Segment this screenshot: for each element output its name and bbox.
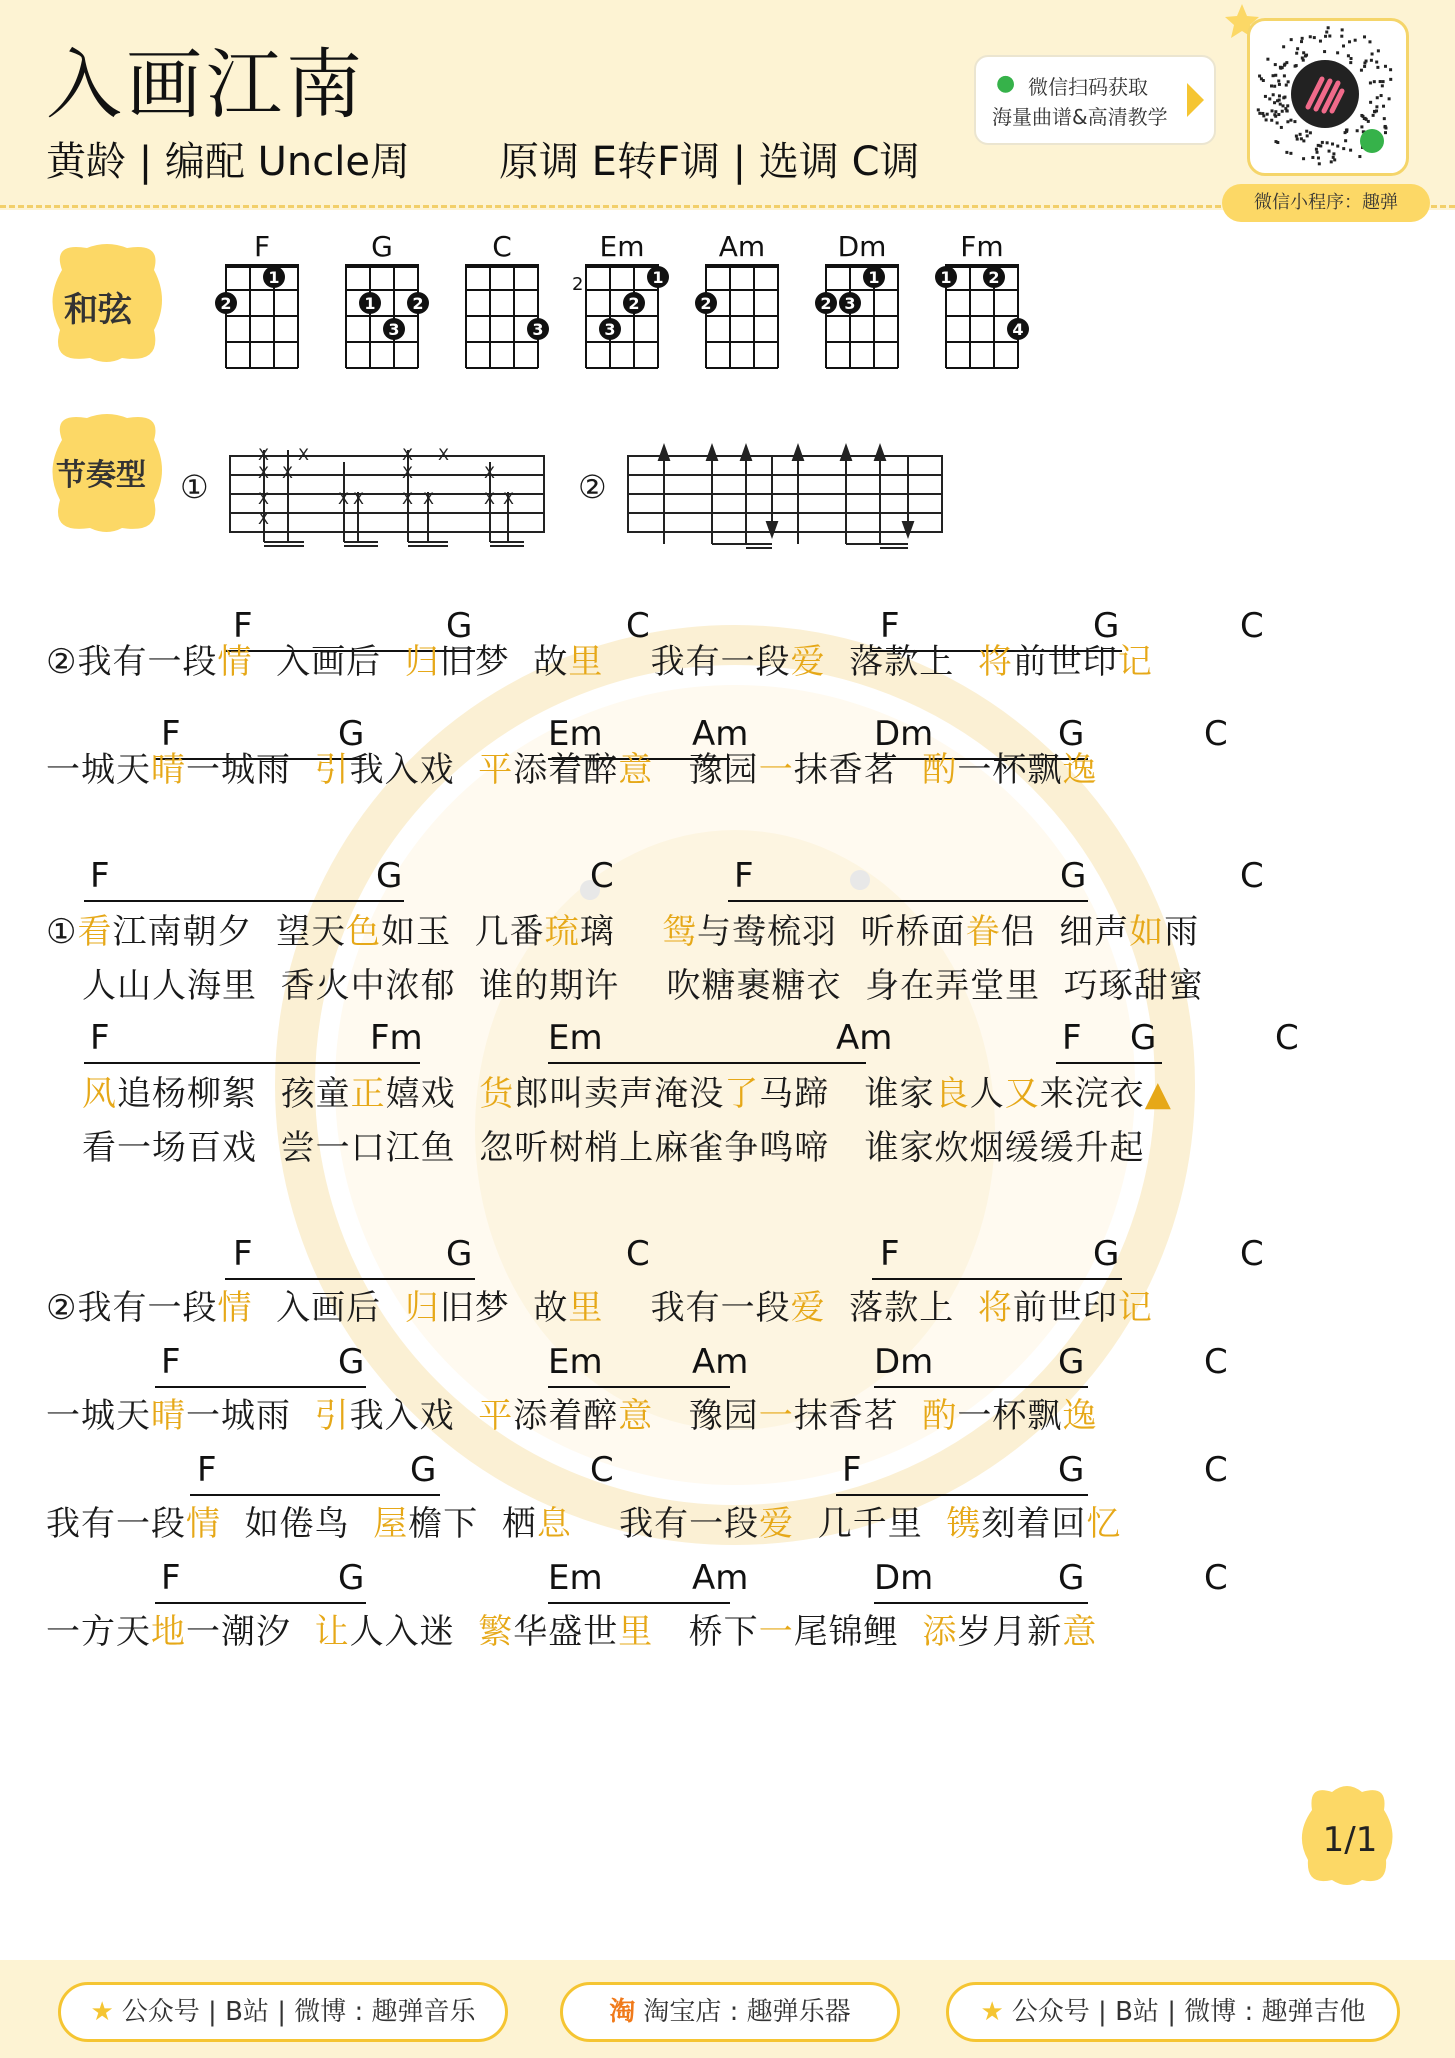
highlight-char: 息 [536,1504,572,1544]
lyric-text: 我有一段 [46,1504,186,1544]
lyric-text: 旧梦 故 [439,1288,569,1328]
lyric-text: 抹香茗 [793,750,923,790]
highlight-char: 又 [1004,1074,1040,1114]
lyric-line [46,1496,1121,1545]
svg-text:X: X [282,463,293,482]
lyric-line [46,634,1153,683]
taobao-icon: 淘 [609,1997,636,2027]
chord-name-C: C [492,230,512,263]
lyric-text: 前世印 [1012,642,1118,682]
finger-number: 2 [988,268,1000,287]
chord-label: G [1093,1234,1120,1274]
chord-label: Am [692,1342,749,1382]
lyric-text: 如倦鸟 [221,1504,374,1544]
chord-label: F [233,606,253,646]
highlight-char: 色 [346,912,382,952]
lyric-text: 旧梦 故 [439,642,569,682]
highlight-char: 记 [1117,1288,1153,1328]
rhythm-1-number: ① [180,468,210,506]
chord-label: F [842,1450,862,1490]
highlight-char: 忆 [1086,1504,1122,1544]
chord-label: C [1204,1450,1228,1490]
lyric-text: 一潮汐 [186,1612,315,1652]
highlight-char: 了 [724,1074,760,1114]
chord-label: F [197,1450,217,1490]
chord-label: G [338,714,365,754]
lyric-text: 落款上 [825,642,978,682]
lyric-text: 入画后 [252,1288,405,1328]
lyric-text: 刻着回 [981,1504,1087,1544]
finger-number: 2 [412,294,424,313]
svg-text:X: X [484,463,495,482]
chord-label: C [1240,1234,1264,1274]
finger-number: 3 [388,320,400,339]
chord-label: Em [548,1018,603,1058]
chord-label: Am [836,1018,893,1058]
chord-name-F: F [253,230,271,263]
chord-underline [1056,1062,1162,1064]
highlight-char: 风 [82,1074,117,1114]
highlight-char: ▲ [1144,1074,1172,1114]
chord-label: F [233,1234,253,1274]
highlight-char: 让 [314,1612,350,1652]
finger-number: 3 [844,294,856,313]
highlight-char: 平 [478,1396,514,1436]
lyric-text: 来浣衣 [1039,1074,1145,1114]
svg-text:X: X [484,489,495,508]
svg-text:X: X [503,489,514,508]
chord-diagram-Em [566,258,678,382]
chord-label: C [626,1234,650,1274]
lyric-text: 落款上 [825,1288,978,1328]
lyric-line [46,1388,1097,1437]
chord-label: F [90,856,110,896]
lyric-text: 添着醉 [513,1396,619,1436]
highlight-char: 意 [618,750,654,790]
lyric-line [82,958,1204,1007]
chord-diagram-Fm [926,258,1038,382]
chord-label: G [1058,714,1085,754]
chord-name-Dm: Dm [837,230,887,263]
lyric-text: 我有一段 [571,1504,760,1544]
chord-label: C [1240,856,1264,896]
mini-program-label: 微信小程序：趣弹 [1222,184,1430,222]
chord-diagram-Dm [806,258,918,382]
highlight-char: 逸 [1062,1396,1098,1436]
lyric-text: 追杨柳絮 孩童 [117,1074,351,1114]
lyric-line [82,1066,1172,1115]
chord-label: G [1093,606,1120,646]
highlight-char: 将 [977,1288,1013,1328]
highlight-char: 情 [217,1288,253,1328]
lyric-text: 尾锦鲤 [793,1612,923,1652]
lyric-text: 与鸯梳羽 听桥面 [696,912,966,952]
chord-label: C [1275,1018,1299,1058]
finger-number: 3 [532,320,544,339]
chord-label: G [338,1342,365,1382]
footer-middle-text: 淘宝店 : 趣弹乐器 [643,1997,851,2027]
chord-label: C [1204,714,1228,754]
highlight-char: 货 [479,1074,515,1114]
lyric-line [46,1604,1097,1653]
chord-name-Em: Em [599,230,645,263]
lyric-text: ②我有一段 [46,1288,218,1328]
rhythm-pattern-2 [626,442,946,552]
svg-text:X: X [258,509,269,528]
chord-label: C [590,1450,614,1490]
chord-label: C [1240,606,1264,646]
highlight-char: 繁 [478,1612,514,1652]
chord-label: C [1204,1342,1228,1382]
chord-underline [548,1062,866,1064]
chord-name-Fm: Fm [960,230,1004,263]
highlight-char: 酌 [922,1396,958,1436]
lyric-text: 侣 细声 [1000,912,1130,952]
page-number: 1/1 [1322,1820,1378,1860]
arrow-right-icon [1187,83,1204,117]
highlight-char: 如 [1129,912,1165,952]
chord-label: F [161,714,181,754]
lyric-text: 如玉 几番 [381,912,545,952]
chord-label: G [1130,1018,1157,1058]
lyric-text: 我有一段 [603,1288,791,1328]
rhythm-pattern-1 [228,442,548,552]
highlight-char: 镌 [946,1504,982,1544]
lyric-text: 一方天 [46,1612,151,1652]
svg-text:X: X [338,489,349,508]
lyric-text: 一城雨 [186,1396,315,1436]
highlight-char: 记 [1117,642,1153,682]
highlight-char: 意 [618,1396,654,1436]
chord-label: Em [548,1558,603,1598]
svg-text:X: X [423,489,434,508]
svg-text:X: X [438,445,449,464]
chord-label: Am [692,1558,749,1598]
highlight-char: 鸳 [661,912,697,952]
promo-card[interactable] [974,55,1216,145]
chord-label: F [880,1234,900,1274]
qr-code-graphic [1250,21,1400,167]
fret-label: 2 [572,274,584,295]
chord-label: C [590,856,614,896]
chord-label: Dm [874,1342,934,1382]
chord-label: F [161,1342,181,1382]
chord-label: C [1204,1558,1228,1598]
svg-text:X: X [258,463,269,482]
chord-label: G [1058,1558,1085,1598]
highlight-char: 眷 [965,912,1001,952]
chord-label: F [161,1558,181,1598]
lyric-line [82,1120,1145,1169]
lyric-text: 添着醉 [513,750,619,790]
finger-number: 1 [652,268,664,287]
highlight-char: 爱 [759,1504,795,1544]
svg-text:X: X [353,489,364,508]
highlight-char: 意 [1062,1612,1098,1652]
finger-number: 2 [220,294,232,313]
lyric-text: 人 [969,1074,1005,1114]
highlight-char: 看 [77,912,113,952]
highlight-char: 里 [618,1612,654,1652]
finger-number: 1 [364,294,376,313]
lyric-text: 一城天 [46,1396,151,1436]
chord-label: F [1062,1018,1082,1058]
lyric-text: 前世印 [1012,1288,1118,1328]
footer-taobao-store[interactable] [560,1982,900,2042]
chords-section-label: 和弦 [64,290,132,330]
highlight-char: 酌 [922,750,958,790]
svg-text:X: X [298,445,309,464]
chord-label: F [734,856,754,896]
lyric-line [46,904,1199,953]
lyric-text: 檐下 栖 [408,1504,537,1544]
chord-diagram-Am [686,258,798,382]
chord-label: Em [548,714,603,754]
chord-label: G [410,1450,437,1490]
chord-label: F [90,1018,110,1058]
chord-label: Dm [874,1558,934,1598]
chord-underline [728,900,1088,902]
highlight-char: 逸 [1062,750,1098,790]
finger-number: 2 [820,294,832,313]
highlight-char: 平 [478,750,514,790]
chord-label: G [1060,856,1087,896]
lyric-text: 嬉戏 [385,1074,480,1114]
finger-number: 2 [628,294,640,313]
rhythm-2-number: ② [578,468,608,506]
highlight-char: 引 [314,1396,350,1436]
footer-social-music[interactable] [58,1982,508,2042]
promo-line-2: 海量曲谱&高清教学 [992,105,1168,129]
highlight-char: 引 [314,750,350,790]
lyric-line [46,742,1097,791]
lyric-text: 一城雨 [186,750,315,790]
chord-label: G [338,1558,365,1598]
lyric-text: 我入戏 [349,1396,479,1436]
highlight-char: 一 [758,1612,794,1652]
highlight-char: 正 [350,1074,386,1114]
lyric-text: 抹香茗 [793,1396,923,1436]
lyric-text: 桥下 [653,1612,759,1652]
lyric-text: 岁月新 [957,1612,1063,1652]
highlight-char: 里 [568,1288,604,1328]
chord-label: Em [548,1342,603,1382]
lyric-text: 人山人海里 香火中浓郁 谁的期许 吹糖裹糖衣 身在弄堂里 巧琢甜蜜 [82,966,1204,1006]
chord-label: C [626,606,650,646]
chord-label: G [446,1234,473,1274]
promo-line-1: 微信扫码获取 [1028,75,1148,99]
highlight-char: 良 [934,1074,970,1114]
finger-number: 4 [1012,320,1024,339]
chord-label: G [1058,1450,1085,1490]
chord-name-G: G [371,230,393,263]
finger-number: 1 [268,268,280,287]
lyric-text: 我入戏 [349,750,479,790]
chord-underline [84,900,404,902]
footer-left-text: 公众号 | B站 | 微博 : 趣弹音乐 [121,1997,476,2027]
chord-name-Am: Am [718,230,766,263]
svg-text:X: X [402,489,413,508]
lyric-text: 看一场百戏 尝一口江鱼 忽听树梢上麻雀争鸣啼 谁家炊烟缓缓升起 [82,1128,1145,1168]
highlight-char: 晴 [151,750,186,790]
highlight-char: 将 [977,642,1013,682]
svg-text:X: X [258,445,269,464]
finger-number: 3 [604,320,616,339]
lyric-text: 璃 [579,912,662,952]
chord-label: Am [692,714,749,754]
chord-diagram-G [326,258,438,382]
qr-code[interactable] [1247,18,1409,176]
lyric-text: 人入迷 [349,1612,479,1652]
chord-label: G [376,856,403,896]
highlight-char: 里 [568,642,604,682]
lyric-text: 一城天 [46,750,151,790]
lyric-line [46,1280,1153,1329]
chord-diagram-C [446,258,558,382]
highlight-char: 琉 [544,912,580,952]
lyric-text: ②我有一段 [46,642,218,682]
chord-underline [84,1062,420,1064]
song-meta: 黄龄 | 编配 Uncle周 原调 E转F调 | 选调 C调 [46,139,920,185]
lyric-text: 我有一段 [603,642,791,682]
chord-diagram-F [206,258,318,382]
finger-number: 1 [940,268,952,287]
highlight-char: 爱 [790,642,826,682]
highlight-char: 一 [758,750,794,790]
chord-label: F [880,606,900,646]
chord-label: Fm [370,1018,423,1058]
highlight-char: 地 [151,1612,186,1652]
chord-label: G [1058,1342,1085,1382]
footer-right-text: 公众号 | B站 | 微博 : 趣弹吉他 [1011,1997,1366,2027]
finger-number: 2 [700,294,712,313]
lyric-text: 华盛世 [513,1612,619,1652]
wechat-icon: ● [996,71,1016,96]
star-icon: ★ [980,1997,1004,2027]
lyric-text: 郎叫卖声淹没 [514,1074,725,1114]
star-icon: ★ [90,1997,114,2027]
highlight-char: 归 [404,642,440,682]
lyric-text: 豫园 [653,1396,759,1436]
lyric-text: 一杯飘 [957,750,1063,790]
highlight-char: 一 [758,1396,794,1436]
lyric-text: 豫园 [653,750,759,790]
highlight-char: 晴 [151,1396,186,1436]
song-title: 入画江南 [46,40,366,129]
svg-text:X: X [402,463,413,482]
highlight-char: 情 [186,1504,221,1544]
highlight-char: 爱 [790,1288,826,1328]
lyric-text: 江南朝夕 望天 [112,912,347,952]
highlight-char: 归 [404,1288,440,1328]
highlight-char: 屋 [373,1504,409,1544]
highlight-char: 添 [922,1612,958,1652]
svg-text:X: X [258,489,269,508]
footer-social-guitar[interactable] [946,1982,1400,2042]
lyric-text: 雨 [1164,912,1200,952]
chord-label: Dm [874,714,934,754]
chord-label: G [446,606,473,646]
rhythm-section-label: 节奏型 [56,458,146,493]
lyric-text: ① [46,912,78,952]
lyric-text: 入画后 [252,642,405,682]
lyric-text: 几千里 [794,1504,947,1544]
highlight-char: 情 [217,642,253,682]
lyric-text: 一杯飘 [957,1396,1063,1436]
lyric-text: 马蹄 谁家 [759,1074,935,1114]
svg-text:X: X [402,445,413,464]
finger-number: 1 [868,268,880,287]
